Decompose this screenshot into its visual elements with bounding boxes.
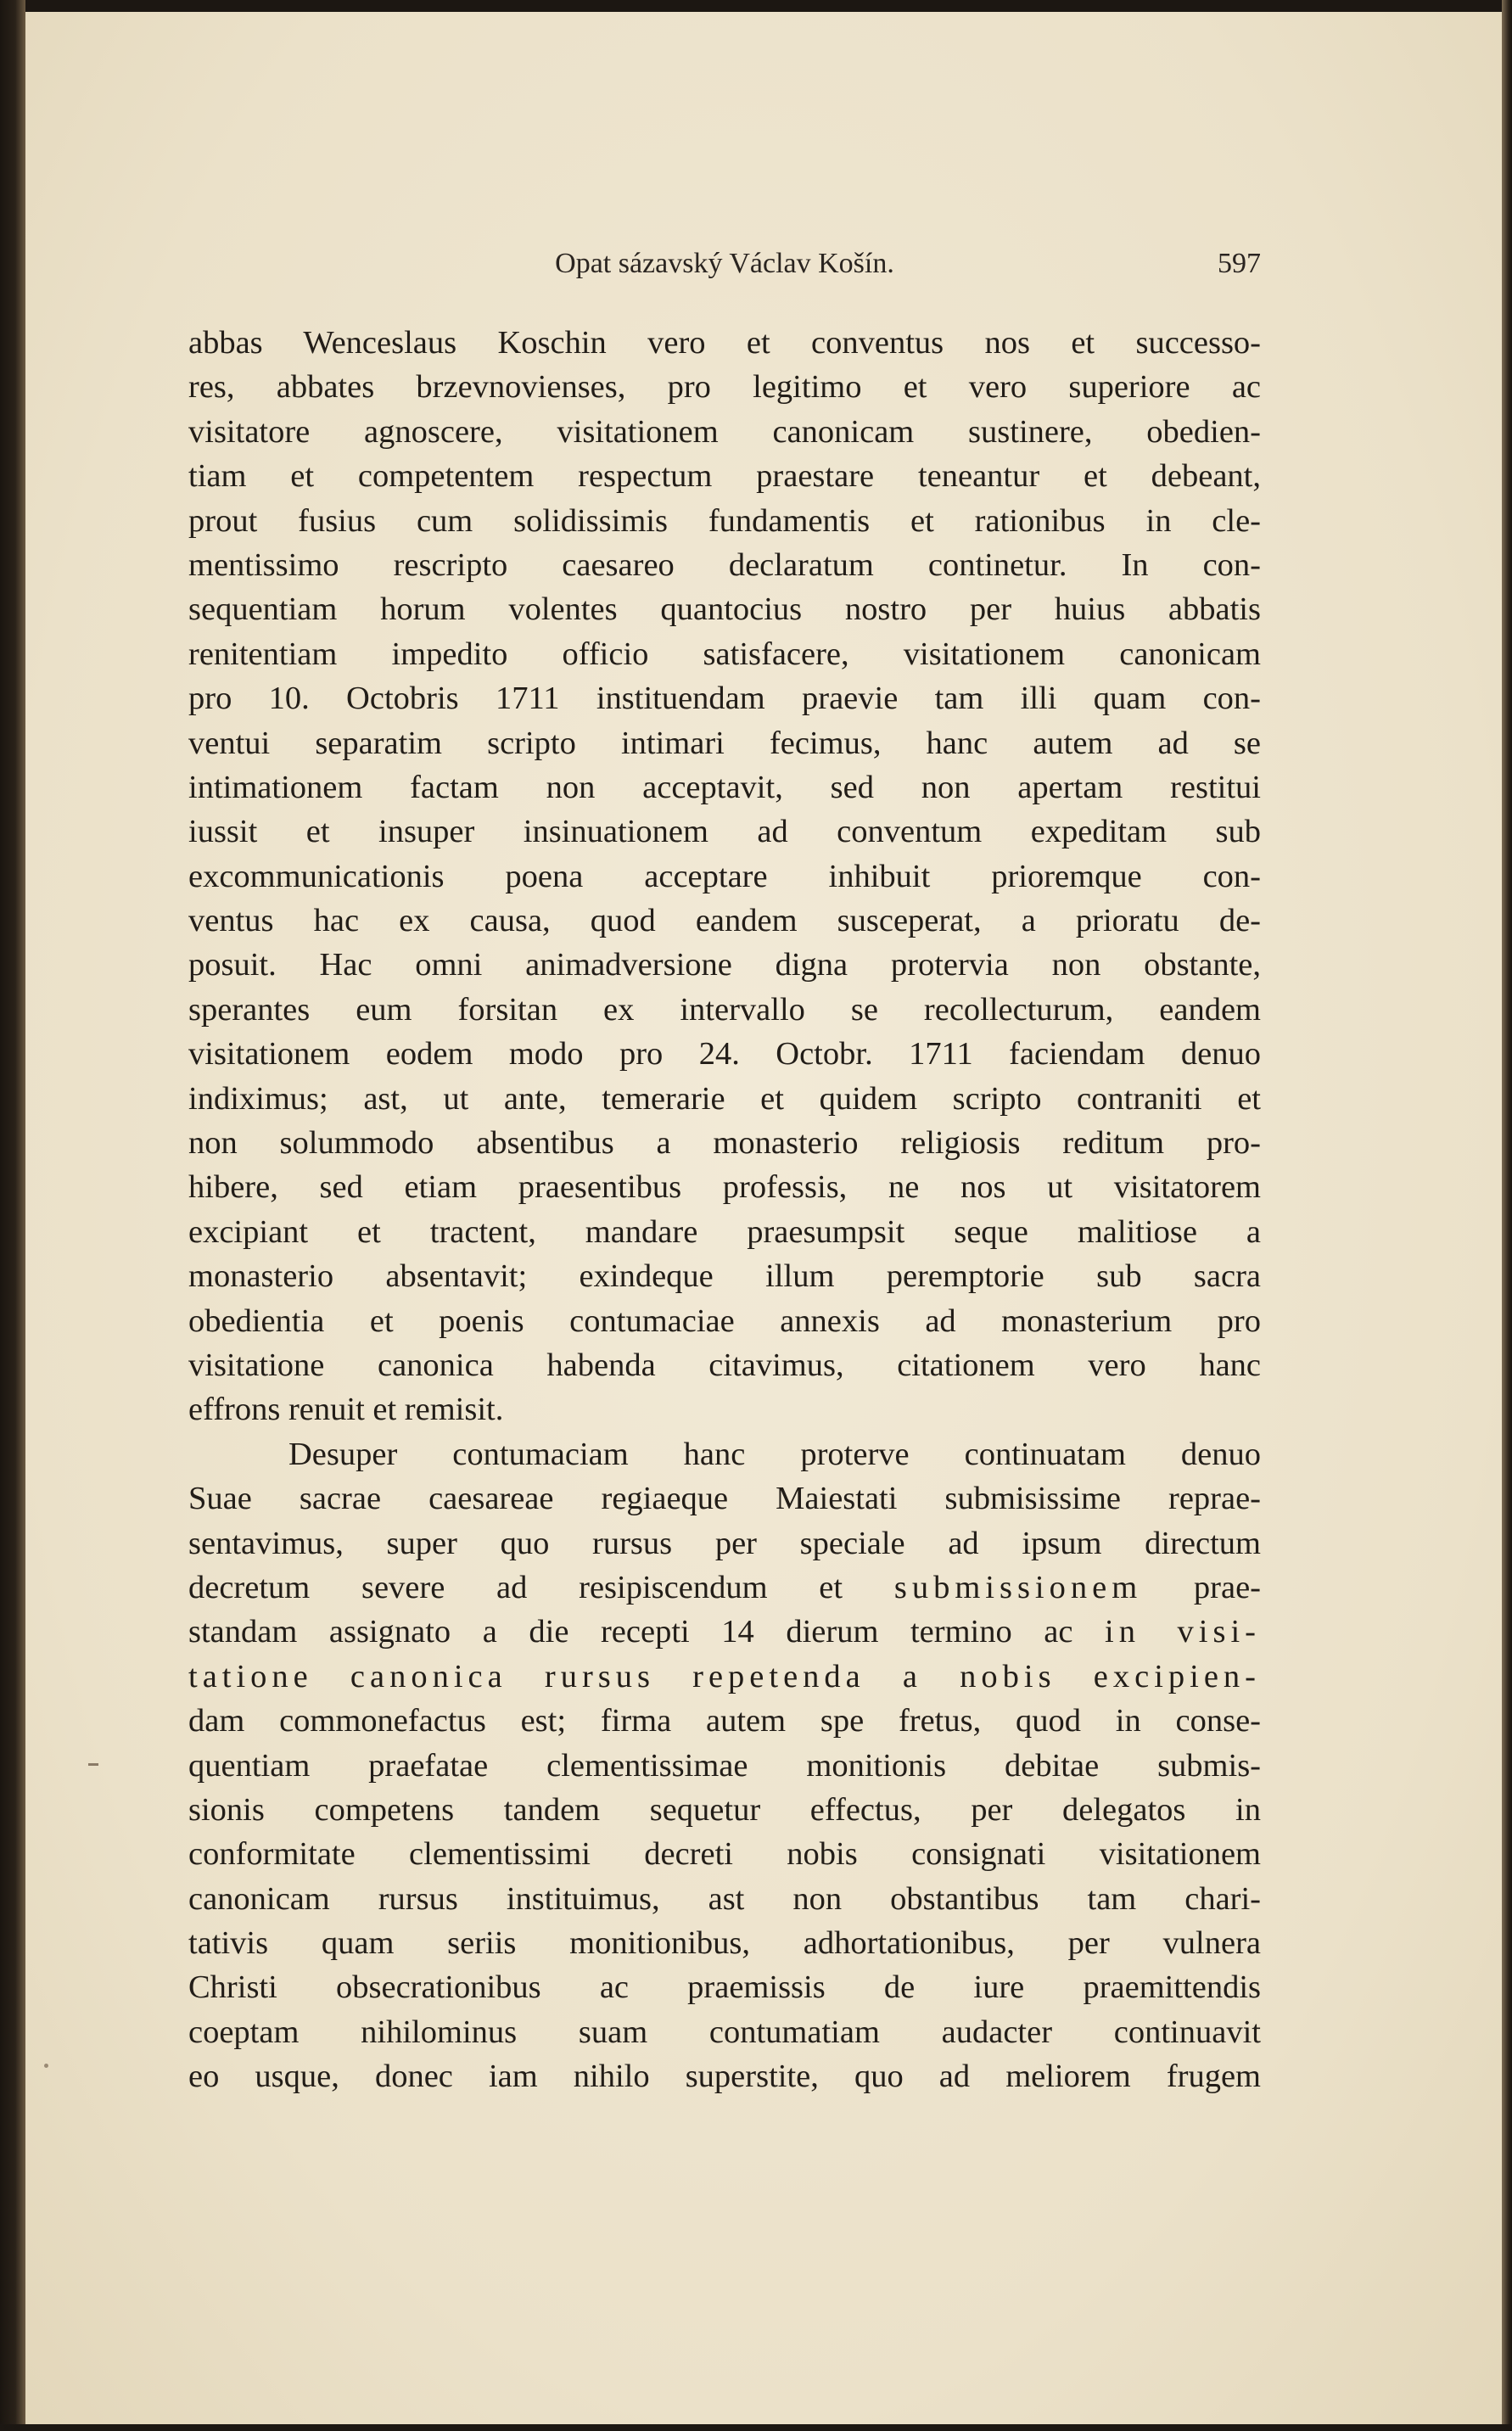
- text-line: excipiant et tractent, mandare praesumpsit seque malitiose a: [188, 1213, 1261, 1250]
- text-line: eo usque, donec iam nihilo superstite, quo ad meliorem frugem: [188, 2059, 1261, 2095]
- scan-edge-bottom: [0, 2424, 1512, 2431]
- text-line: Christi obsecrationibus ac praemissis de iure praemittendis: [188, 1969, 1261, 2006]
- spaced-emphasis: in visi-: [1105, 1614, 1261, 1650]
- text-line: non solummodo absentibus a monasterio religiosis reditum pro-: [188, 1125, 1261, 1162]
- text-line: hibere, sed etiam praesentibus professis, ne nos ut visitatorem: [188, 1169, 1261, 1206]
- spaced-emphasis: submissionem: [893, 1569, 1143, 1605]
- scan-edge-top: [0, 0, 1512, 12]
- text-line: res, abbates brzevnovienses, pro legitimo et vero superiore ac: [188, 369, 1261, 406]
- text-line: tiam et competentem respectum praestare teneantur et debeant,: [188, 458, 1261, 495]
- text-line: obedientia et poenis contumaciae annexis ad monasterium pro: [188, 1302, 1261, 1339]
- text-line: intimationem factam non acceptavit, sed non apertam restitui: [188, 769, 1261, 805]
- text-line: Desuper contumaciam hanc proterve continuatam denuo: [288, 1436, 1261, 1472]
- text-line: visitationem eodem modo pro 24. Octobr. 1711 faciendam denuo: [188, 1036, 1261, 1073]
- text-line: canonicam rursus instituimus, ast non obstantibus tam chari-: [188, 1880, 1261, 1917]
- text-line: quentiam praefatae clementissimae monitionis debitae submis-: [188, 1747, 1261, 1784]
- text-run: decretum severe ad resipiscendum et: [188, 1569, 894, 1605]
- scan-edge-left: [0, 0, 25, 2431]
- text-line: posuit. Hac omni animadversione digna protervia non obstante,: [188, 947, 1261, 983]
- paragraph-1: [188, 321, 1261, 1432]
- text-line: ventui separatim scripto intimari fecimus, hanc autem ad se: [188, 725, 1261, 761]
- text-line: indiximus; ast, ut ante, temerarie et quidem scripto contraniti et: [188, 1080, 1261, 1117]
- text-line-mixed: [188, 1566, 1261, 1610]
- text-line: sentavimus, super quo rursus per speciale ad ipsum directum: [188, 1525, 1261, 1561]
- text-line-mixed: [188, 1610, 1261, 1654]
- text-line: prout fusius cum solidissimis fundamentis et rationibus in cle-: [188, 502, 1261, 539]
- scan-edge-right: [1502, 0, 1512, 2431]
- text-line: ventus hac ex causa, quod eandem susceperat, a prioratu de-: [188, 903, 1261, 939]
- text-line: excommunicationis poena acceptare inhibuit prioremque con-: [188, 858, 1261, 894]
- text-line: tativis quam seriis monitionibus, adhortationibus, per vulnera: [188, 1925, 1261, 1962]
- body-text: [188, 321, 1261, 2099]
- text-run: standam assignato a die recepti 14 dierum termino ac: [188, 1614, 1106, 1650]
- text-line: iussit et insuper insinuationem ad conventum expeditam sub: [188, 814, 1261, 850]
- running-head: [188, 248, 1261, 285]
- text-line: renitentiam impedito officio satisfacere, visitationem canonicam: [188, 636, 1261, 672]
- margin-mark: [88, 1763, 98, 1766]
- text-line: conformitate clementissimi decreti nobis consignati visitationem: [188, 1836, 1261, 1873]
- text-line: coeptam nihilominus suam contumatiam audacter continuavit: [188, 2014, 1261, 2050]
- text-line: sionis competens tandem sequetur effectus, per delegatos in: [188, 1791, 1261, 1828]
- spaced-emphasis-line: tatione canonica rursus repetenda a nobis excipien-: [188, 1658, 1261, 1694]
- text-line: visitatore agnoscere, visitationem canonicam sustinere, obedien-: [188, 413, 1261, 450]
- text-line: monasterio absentavit; exindeque illum peremptorie sub sacra: [188, 1258, 1261, 1295]
- text-line: abbas Wenceslaus Koschin vero et conventus nos et successo-: [188, 325, 1261, 361]
- text-line: Suae sacrae caesareae regiaeque Maiestati submisissime reprae-: [188, 1481, 1261, 1517]
- text-line: mentissimo rescripto caesareo declaratum continetur. In con-: [188, 546, 1261, 583]
- text-line: effrons renuit et remisit.: [188, 1392, 504, 1428]
- paragraph-2: [188, 1432, 1261, 2099]
- text-line: sequentiam horum volentes quantocius nostro per huius abbatis: [188, 591, 1261, 628]
- page-number: 597: [1218, 248, 1261, 279]
- text-line: dam commonefactus est; firma autem spe fretus, quod in conse-: [188, 1703, 1261, 1739]
- text-line: visitatione canonica habenda citavimus, citationem vero hanc: [188, 1347, 1261, 1383]
- running-title: Opat sázavský Václav Košín.: [555, 248, 894, 279]
- text-line: sperantes eum forsitan ex intervallo se recollecturum, eandem: [188, 991, 1261, 1028]
- text-line: pro 10. Octobris 1711 instituendam praevie tam illi quam con-: [188, 681, 1261, 717]
- text-run: prae-: [1142, 1569, 1261, 1605]
- margin-speck: [44, 2064, 48, 2068]
